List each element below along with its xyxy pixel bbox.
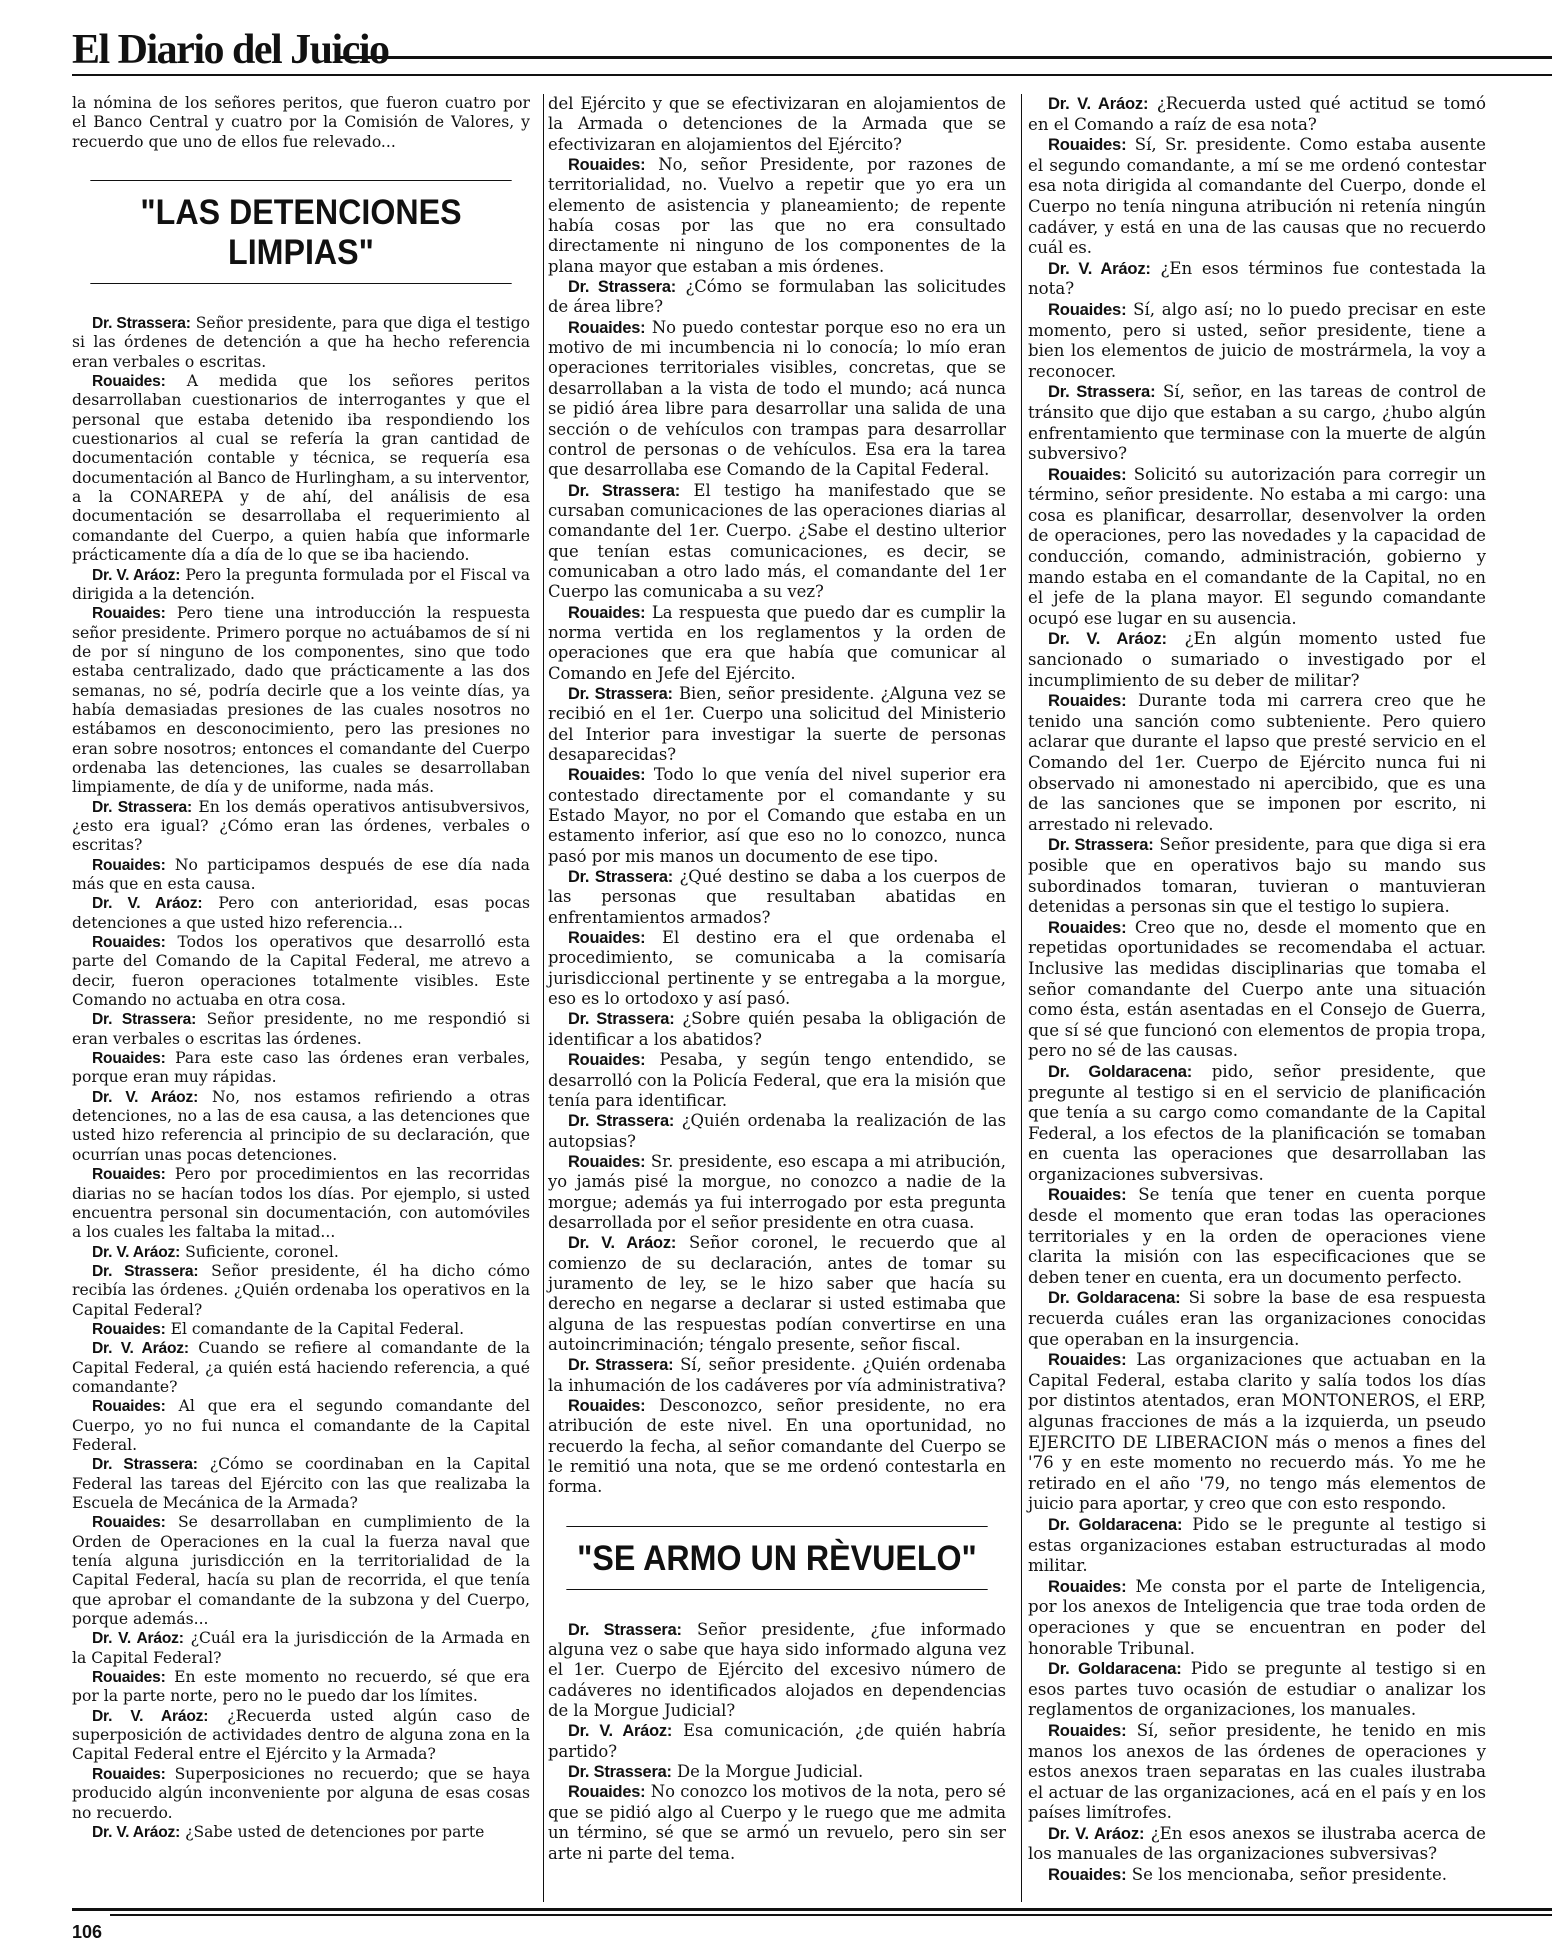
paragraph-text: ¿Sabe usted de detenciones por parte [185, 1822, 485, 1841]
testimony-paragraph [548, 867, 1006, 928]
paragraph-text: Se los mencionaba, señor presidente. [1131, 1865, 1448, 1885]
testimony-paragraph [548, 1050, 1006, 1111]
testimony-paragraph [72, 1513, 530, 1629]
testimony-paragraph [1028, 691, 1486, 835]
testimony-paragraph [1028, 135, 1486, 259]
speaker-name: Rouaides: [92, 856, 166, 874]
speaker-name: Dr. Strassera: [568, 1112, 675, 1131]
speaker-name: Rouaides: [92, 605, 166, 623]
testimony-paragraph [72, 1339, 530, 1397]
paragraph-text: Señor coronel, le recuerdo que al comienzo de su declaración, antes de tomar su juramento de ley, se le hizo saber que hacía su derecho en negarse a declarar si usted estimaba que alguna de las respuestas podían convertirse en una autoincriminación; téngalo presente, señor fiscal. [548, 1233, 1006, 1354]
testimony-paragraph [548, 1721, 1006, 1762]
paragraph-text: Superposiciones no recuerdo; que se haya producido algún inconveniente por alguna de esas cosas no recuerdo. [72, 1764, 530, 1822]
speaker-name: Dr. V. Aráoz: [568, 1234, 677, 1253]
paragraph-text: No puedo contestar porque eso no era un motivo de mi incumbencia ni lo conocía; lo mío eran operaciones territoriales visibles, concretas, que se desarrollaban a la vista de todo el mundo; acá nunca se pidió área libre para desarrollar una salida de una sección o de vehículos con trampas para desarrollar control de personas o de vehículos. Esa era la tarea que desarrollaba ese Comando de la Capital Federal. [548, 317, 1006, 480]
testimony-paragraph [1028, 918, 1486, 1062]
paragraph-text: Sí, señor, en las tareas de control de tránsito que dijo que estaban a su cargo, ¿hubo algún enfrentamiento que terminase con la muerte de algún subversivo? [1028, 382, 1487, 464]
testimony-paragraph [548, 318, 1006, 481]
paragraph-text: ¿En algún momento usted fue sancionado o sumariado o investigado por el incumplimiento de su deber de militar? [1028, 629, 1486, 690]
paragraph-text: Si sobre la base de esa respuesta recuerda cuáles eran las organizaciones conocidas que operaban en la insurgencia. [1028, 1288, 1486, 1349]
testimony-paragraph [72, 1165, 530, 1242]
speaker-name: Dr. Strassera: [568, 868, 674, 887]
paragraph-text: Pesaba, y según tengo entendido, se desarrolló con la Policía Federal, que era la misión que tenía para identificar. [548, 1050, 1006, 1110]
speaker-name: Dr. Goldaracena: [1048, 1061, 1193, 1081]
paragraph-text: Pido se pregunte al testigo si en esos partes tuvo ocasión de estudiar o analizar los reglamentos de organizaciones, los manuales. [1028, 1659, 1486, 1720]
testimony-paragraph [548, 481, 1006, 603]
testimony-paragraph [72, 314, 530, 372]
continued-paragraph [548, 94, 1006, 155]
paragraph-text: Señor presidente, para que diga el testigo si las órdenes de detención a que ha hecho referencia eran verbales o escritas. [72, 314, 530, 371]
speaker-name: Dr. Strassera: [568, 278, 677, 297]
testimony-paragraph [548, 1111, 1006, 1152]
speaker-name: Rouaides: [1048, 1720, 1127, 1740]
speaker-name: Rouaides: [1048, 1185, 1127, 1205]
speaker-name: Dr. Strassera: [92, 1011, 197, 1029]
paragraph-text: Para este caso las órdenes eran verbales, porque eran muy rápidas. [72, 1049, 530, 1087]
paragraph-text: ¿En esos anexos se ilustraba acerca de los manuales de las organizaciones subversivas? [1028, 1823, 1486, 1864]
paragraph-text: El testigo ha manifestado que se cursaban comunicaciones de las operaciones diarias al comandante del 1er. Cuerpo. ¿Sabe el destino ulterior que tenían estas comunicaciones, es decir, se comunicaban a otro lado más, el comandante del 1er Cuerpo las comunicaba a su vez? [548, 480, 1007, 602]
speaker-name: Rouaides: [1048, 464, 1127, 484]
newspaper-title: El Diario del Juicio [72, 27, 389, 73]
testimony-paragraph [72, 372, 530, 565]
testimony-paragraph [1028, 1515, 1486, 1577]
paragraph-text: Pero con anterioridad, esas pocas detenciones a que usted hizo referencia... [72, 894, 530, 932]
testimony-paragraph [72, 856, 530, 895]
speaker-name: Dr. V. Aráoz: [568, 1722, 673, 1741]
speaker-name: Dr. Strassera: [92, 1456, 198, 1474]
testimony-paragraph [548, 277, 1006, 318]
speaker-name: Dr. Goldaracena: [1048, 1659, 1182, 1679]
testimony-paragraph [72, 604, 530, 797]
testimony-paragraph [548, 1396, 1006, 1498]
column-divider [543, 94, 544, 1902]
testimony-paragraph [72, 1397, 530, 1455]
section-heading: "SE ARMO UN RÈVUELO" [566, 1526, 987, 1590]
speaker-name: Rouaides: [568, 1397, 646, 1415]
speaker-name: Rouaides: [1048, 135, 1127, 155]
testimony-paragraph [72, 1765, 530, 1823]
speaker-name: Dr. Goldaracena: [1048, 1288, 1181, 1308]
speaker-name: Rouaides: [92, 373, 166, 391]
testimony-paragraph [72, 933, 530, 1010]
page-number: 106 [72, 1922, 103, 1942]
paragraph-text: De la Morgue Judicial. [677, 1762, 864, 1782]
testimony-paragraph [1028, 1062, 1486, 1186]
paragraph-text: Sí, señor presidente, he tenido en mis manos los anexos de las órdenes de operaciones y estos anexos traen separatas en las cuales ilustraba el actuar de las organizaciones, acá en el país y en los países limítrofes. [1028, 1720, 1486, 1823]
paragraph-text: No, señor Presidente, por razones de territorialidad, no. Vuelvo a repetir que yo era un elemento de asistencia y planeamiento; de repente había cosas por las que no era consultado directamente ni ninguno de los componentes de la plana mayor que estaban a mis órdenes. [548, 155, 1006, 276]
testimony-paragraph [72, 1262, 530, 1320]
testimony-paragraph [548, 1620, 1006, 1722]
paragraph-text: No participamos después de ese día nada más que en esta causa. [72, 855, 530, 893]
testimony-paragraph [72, 1707, 530, 1765]
speaker-name: Dr. Strassera: [568, 1356, 674, 1375]
paragraph-text: Sí, algo así; no lo puedo precisar en este momento, pero si usted, señor presidente, tiene a bien los elementos de juicio de mostrármela, la voy a reconocer. [1028, 299, 1486, 381]
speaker-name: Rouaides: [92, 1320, 166, 1338]
paragraph-text: ¿Sobre quién pesaba la obligación de identificar a los abatidos? [548, 1009, 1006, 1049]
speaker-name: Rouaides: [568, 929, 646, 948]
speaker-name: Dr. V. Aráoz: [1048, 1823, 1145, 1843]
paragraph-text: ¿Quién ordenaba la realización de las autopsias? [548, 1111, 1006, 1151]
testimony-paragraph [72, 1049, 530, 1088]
paragraph-text: ¿En esos términos fue contestada la nota? [1028, 258, 1487, 299]
paragraph-text: Todos los operativos que desarrolló esta parte del Comando de la Capital Federal, me atrevo a decir, fueron operaciones totalmente visibles. Este Comando no actuaba en otra cosa. [72, 933, 530, 1010]
speaker-name: Dr. V. Aráoz: [92, 1823, 181, 1841]
paragraph-text: Señor presidente, no me respondió si eran verbales o escritas las órdenes. [72, 1010, 530, 1048]
paragraph-text: No conozco los motivos de la nota, pero sé que se pidió algo al Cuerpo y le ruego que me admita un término, sé que se armó un revuelo, pero sin ser arte ni parte del tema. [548, 1782, 1006, 1863]
paragraph-text: ¿Recuerda usted qué actitud se tomó en el Comando a raíz de esa nota? [1028, 94, 1486, 134]
paragraph-text: Al que era el segundo comandante del Cuerpo, yo no fui nunca el comandante de la Capital Federal. [72, 1397, 530, 1454]
paragraph-text: Creo que no, desde el momento que en repetidas oportunidades se recomendaba el actuar. Inclusive las medidas disciplinarias que tomaba el señor comandante del Cuerpo ante una situación como ésta, están asentadas en el Consejo de Guerra, que sí sé que funcionó con elementos de propia tropa, pero no sé de las causas. [1028, 917, 1487, 1061]
testimony-paragraph [1028, 1350, 1486, 1515]
speaker-name: Rouaides: [568, 1152, 646, 1171]
speaker-name: Rouaides: [92, 1765, 166, 1783]
speaker-name: Dr. V. Aráoz: [92, 1707, 209, 1725]
testimony-paragraph [1028, 1865, 1486, 1886]
speaker-name: Dr. Goldaracena: [1048, 1514, 1183, 1534]
paragraph-text: A medida que los señores peritos desarrollaban cuestionarios de interrogantes y que el personal que estaba detenido iba respondiendo los cuestionarios al cual se refería la gran cantidad de documentación contable y técnica, se requería esa documentación al Banco de Hurlingham, a su interventor, a la CONAREPA y de ahí, del análisis de esa documentación se desarrollaba el requerimiento al comandante del Cuerpo, a quien había que informarle prácticamente día a día de lo que se iba haciendo. [72, 372, 530, 565]
paragraph-text: Esa comunicación, ¿de quién habría partido? [548, 1721, 1006, 1761]
paragraph-text: Pero la pregunta formulada por el Fiscal va dirigida a la detención. [72, 565, 530, 603]
speaker-name: Dr. V. Aráoz: [92, 1243, 181, 1261]
testimony-paragraph [1028, 1577, 1486, 1659]
paragraph-text: Sí, Sr. presidente. Como estaba ausente el segundo comandante, a mí se me ordenó contestar esa nota dirigida al comandante del Cuerpo, donde el Cuerpo no tenía ninguna atribución ni retenía ningún cadáver, y está en una de las causas que no recuerdo cuál es. [1028, 135, 1486, 258]
testimony-paragraph [72, 1668, 530, 1707]
testimony-paragraph [1028, 382, 1486, 464]
text-column-2 [548, 94, 1006, 1864]
paragraph-text: ¿Qué destino se daba a los cuerpos de las personas que resultaban abatidas en enfrentamientos armados? [548, 867, 1006, 927]
paragraph-text: Todo lo que venía del nivel superior era contestado directamente por el comandante y su Estado Mayor, no por el Comando que estaba en un estamento inferior, así que eso no lo conozco, nunca pasó por mis manos un documento de ese tipo. [548, 765, 1006, 866]
speaker-name: Dr. Strassera: [568, 1620, 682, 1639]
speaker-name: Dr. Strassera: [92, 798, 193, 816]
continued-paragraph [72, 94, 530, 152]
speaker-name: Rouaides: [92, 1050, 166, 1068]
testimony-paragraph [72, 1629, 530, 1668]
paragraph-text: Sí, señor presidente. ¿Quién ordenaba la inhumación de los cadáveres por vía administrativa? [548, 1355, 1006, 1395]
testimony-paragraph [548, 1782, 1006, 1863]
speaker-name: Dr. Strassera: [568, 1763, 672, 1782]
testimony-paragraph [548, 1355, 1006, 1396]
paragraph-text: la nómina de los señores peritos, que fueron cuatro por el Banco Central y cuatro por la Comisión de Valores, y recuerdo que uno de ellos fue relevado... [72, 94, 530, 151]
testimony-paragraph [548, 1233, 1006, 1355]
speaker-name: Rouaides: [568, 1783, 646, 1802]
testimony-paragraph [72, 1455, 530, 1513]
testimony-paragraph [1028, 1185, 1486, 1288]
testimony-paragraph [548, 684, 1006, 765]
testimony-paragraph [72, 1088, 530, 1165]
speaker-name: Dr. Strassera: [92, 315, 191, 333]
paragraph-text: El destino era el que ordenaba el procedimiento, se comunicaba a la comisaría jurisdiccional pertinente y se entregaba a la morgue, eso es lo ortodoxo y así pasó. [548, 928, 1006, 1009]
paragraph-text: Me consta por el parte de Inteligencia, por los anexos de Inteligencia que trae toda orden de operaciones y que se encuentran en poder del honorable Tribunal. [1028, 1576, 1486, 1658]
speaker-name: Rouaides: [1048, 299, 1127, 319]
speaker-name: Dr. V. Aráoz: [1048, 258, 1151, 278]
testimony-paragraph [72, 1320, 530, 1339]
speaker-name: Dr. V. Aráoz: [1048, 629, 1167, 649]
text-column-1 [72, 94, 530, 1842]
testimony-paragraph [548, 928, 1006, 1009]
testimony-paragraph [548, 1762, 1006, 1782]
testimony-paragraph [548, 603, 1006, 684]
speaker-name: Dr. Strassera: [1048, 835, 1154, 855]
speaker-name: Rouaides: [568, 156, 646, 175]
speaker-name: Rouaides: [568, 1051, 646, 1070]
paragraph-text: Señor presidente, para que diga si era posible que en operativos bajo su mando sus subordinados tomaran, tuvieran o mantuvieran detenidas a personas sin que el testigo lo supiera. [1028, 835, 1487, 917]
speaker-name: Dr. V. Aráoz: [1048, 94, 1149, 113]
speaker-name: Rouaides: [568, 766, 646, 785]
testimony-paragraph [548, 1152, 1006, 1233]
paragraph-text: Bien, señor presidente. ¿Alguna vez se recibió en el 1er. Cuerpo una solicitud del Ministerio del Interior para investigar la suerte de personas desaparecidas? [548, 683, 1006, 764]
testimony-paragraph [1028, 1659, 1486, 1721]
paragraph-text: Pero por procedimientos en las recorridas diarias no se hacían todos los días. Por ejemplo, si usted encuentra personal sin documentación, con automóviles a los cuales les faltaba la mitad... [72, 1165, 530, 1242]
speaker-name: Rouaides: [1048, 917, 1127, 937]
paragraph-text: Sr. presidente, eso escapa a mi atribución, yo jamás pisé la morgue, no conozco a nadie de la morgue; además ya fui interrogado por esta pregunta desarrollada por el señor presidente en otra cuasa. [548, 1151, 1007, 1232]
testimony-paragraph [72, 1823, 530, 1842]
paragraph-text: Pido se le pregunte al testigo si estas organizaciones estaban estructuradas al modo militar. [1028, 1514, 1486, 1576]
speaker-name: Dr. V. Aráoz: [92, 1630, 184, 1648]
speaker-name: Rouaides: [568, 318, 646, 337]
paragraph-text: Desconozco, señor presidente, no era atribución de este nivel. En una oportunidad, no recuerdo la fecha, al señor comandante del Cuerpo se le remitió una nota, que se me ordenó contestarla en forma. [548, 1396, 1006, 1497]
testimony-paragraph [1028, 259, 1486, 300]
testimony-paragraph [72, 894, 530, 933]
speaker-name: Dr. V. Aráoz: [92, 566, 181, 584]
testimony-paragraph [1028, 1288, 1486, 1350]
speaker-name: Dr. Strassera: [568, 481, 681, 500]
paragraph-text: ¿Cómo se formulaban las solicitudes de área libre? [548, 277, 1006, 317]
paragraph-text: ¿Recuerda usted algún caso de superposición de actividades dentro de alguna zona en la Capital Federal entre el Ejército y la Armada? [72, 1706, 530, 1764]
testimony-paragraph [548, 1009, 1006, 1050]
testimony-paragraph [1028, 1721, 1486, 1824]
paragraph-text: La respuesta que puedo dar es cumplir la norma vertida en los reglamentos y la orden de operaciones que era que había que comunicar al Comando en Jefe del Ejército. [548, 602, 1007, 683]
column-divider [1021, 94, 1022, 1902]
section-heading: "LAS DETENCIONES LIMPIAS" [90, 180, 511, 284]
paragraph-text: Solicitó su autorización para corregir un término, señor presidente. No estaba a mi cargo: una cosa es planificar, desarrollar, desenvolver la orden de operaciones, pero las novedades y la capacidad de conducción, comando, administración, gobierno y mando estaba en el comandante de la Capital, no en el jefe de la plana mayor. El segundo comandante ocupó ese lugar en su ausencia. [1028, 464, 1486, 628]
paragraph-text: En este momento no recuerdo, sé que era por la parte norte, pero no le puedo dar los límites. [72, 1668, 530, 1706]
speaker-name: Rouaides: [92, 1514, 166, 1532]
testimony-paragraph [72, 798, 530, 856]
paragraph-text: Pero tiene una introducción la respuesta señor presidente. Primero porque no actuábamos de sí ni de por sí ninguno de los componentes, sino que todo estaba centralizado, dado que prácticamente a las dos semanas, no sé, podría decirle que a los veinte días, ya había demasiadas presiones de las cuales nosotros no estábamos en desconocimiento, pero las presiones no eran sobre nosotros; entonces el comandante del Cuerpo ordenaba las detenciones, las cuales se desarrollaban limpiamente, de día y de uniforme, nada más. [72, 604, 530, 797]
speaker-name: Rouaides: [1048, 1865, 1127, 1885]
paragraph-text: Las organizaciones que actuaban en la Capital Federal, estaba clarito y salía todos los días por distintos atentados, eran MONTONEROS, el ERP, algunas fracciones de más a la izquierda, un pseudo EJERCITO DE LIBERACION más o menos a fines del '76 y en este momento no recuerdo más. Yo me he retirado en el año '79, no tengo más elementos de juicio para aportar, y creo que con esto respondo. [1028, 1350, 1486, 1514]
speaker-name: Dr. V. Aráoz: [92, 1088, 199, 1106]
paragraph-text: El comandante de la Capital Federal. [170, 1319, 465, 1338]
speaker-name: Dr. V. Aráoz: [92, 895, 203, 913]
testimony-paragraph [72, 1243, 530, 1262]
paragraph-text: Se desarrollaban en cumplimiento de la Orden de Operaciones en la cual la fuerza naval que tenía alguna jurisdicción en la territorialidad de la Capital Federal, hacía su plan de recorrida, el que tenía que aprobar el comandante de la subzona y del Cuerpo, porque además... [72, 1513, 530, 1629]
speaker-name: Dr. Strassera: [568, 684, 673, 703]
testimony-paragraph [548, 765, 1006, 867]
paragraph-text: En los demás operativos antisubversivos, ¿esto era igual? ¿Cómo eran las órdenes, verbales o escritas? [72, 797, 530, 855]
testimony-paragraph [1028, 629, 1486, 691]
footer-rule [72, 1908, 1552, 1911]
paragraph-text: Suficiente, coronel. [185, 1242, 339, 1261]
testimony-paragraph [72, 1010, 530, 1049]
speaker-name: Rouaides: [1048, 691, 1127, 711]
speaker-name: Rouaides: [92, 1166, 166, 1184]
paragraph-text: ¿Cuál era la jurisdicción de la Armada en la Capital Federal? [72, 1629, 530, 1667]
masthead-rule [340, 56, 1552, 59]
speaker-name: Dr. Strassera: [92, 1262, 199, 1280]
paragraph-text: Se tenía que tener en cuenta porque desde el momento que eran todas las operaciones territoriales y en la orden de operaciones viene clarita la misión con las especificaciones que se deben tener en cuenta, era un documento perfecto. [1028, 1185, 1487, 1287]
masthead [72, 22, 1552, 78]
paragraph-text: pido, señor presidente, que pregunte al testigo si en el servicio de planificación que tenía a su cargo como comandante de la Capital Federal, a los efectos de la planificación se tomaban en cuenta las operaciones que desarrollaban las organizaciones subversivas. [1028, 1061, 1486, 1184]
masthead-rule [72, 74, 1552, 76]
footer-rule [110, 1914, 1552, 1916]
paragraph-text: Señor presidente, él ha dicho cómo recibía las órdenes. ¿Quién ordenaba los operativos en la Capital Federal? [72, 1261, 530, 1319]
paragraph-text: Durante toda mi carrera creo que he tenido una sanción como subteniente. Pero quiero aclarar que durante el lapso que presté servicio en el Comando del 1er. Cuerpo de Ejército nunca fui ni observado ni amonestado ni apercibido, que es una de las sanciones que se imponen por escrito, ni arrestado ni relevado. [1028, 691, 1486, 834]
speaker-name: Rouaides: [92, 1669, 166, 1687]
testimony-paragraph [1028, 835, 1486, 917]
testimony-paragraph [1028, 465, 1486, 630]
testimony-paragraph [1028, 94, 1486, 135]
text-column-3 [1028, 94, 1486, 1886]
speaker-name: Dr. Strassera: [1048, 382, 1156, 402]
testimony-paragraph [548, 155, 1006, 277]
speaker-name: Dr. Strassera: [568, 1010, 675, 1029]
paragraph-text: Señor presidente, ¿fue informado alguna vez o sabe que haya sido informado alguna vez el 1er. Cuerpo de Ejército del excesivo número de cadáveres no identificados alojados en dependencias de la Morgue Judicial? [548, 1619, 1006, 1721]
testimony-paragraph [1028, 1824, 1486, 1865]
speaker-name: Rouaides: [568, 603, 646, 622]
testimony-paragraph [1028, 300, 1486, 382]
paragraph-text: Cuando se refiere al comandante de la Capital Federal, ¿a quién está haciendo referencia, a qué comandante? [72, 1339, 530, 1396]
paragraph-text: del Ejército y que se efectivizaran en alojamientos de la Armada o detenciones de la Armada que se efectivizaran en alojamientos del Ejército? [548, 94, 1006, 154]
speaker-name: Dr. V. Aráoz: [92, 1340, 189, 1358]
speaker-name: Rouaides: [92, 934, 166, 952]
speaker-name: Rouaides: [1048, 1576, 1127, 1596]
speaker-name: Rouaides: [92, 1398, 166, 1416]
paragraph-text: No, nos estamos refiriendo a otras detenciones, no a las de esa causa, a las detenciones que usted hizo referencia al principio de su declaración, que ocurrían unas pocas detenciones. [72, 1087, 530, 1164]
testimony-paragraph [72, 566, 530, 605]
speaker-name: Rouaides: [1048, 1350, 1127, 1370]
paragraph-text: ¿Cómo se coordinaban en la Capital Federal las tareas del Ejército con las que realizaba la Escuela de Mecánica de la Armada? [72, 1455, 530, 1512]
